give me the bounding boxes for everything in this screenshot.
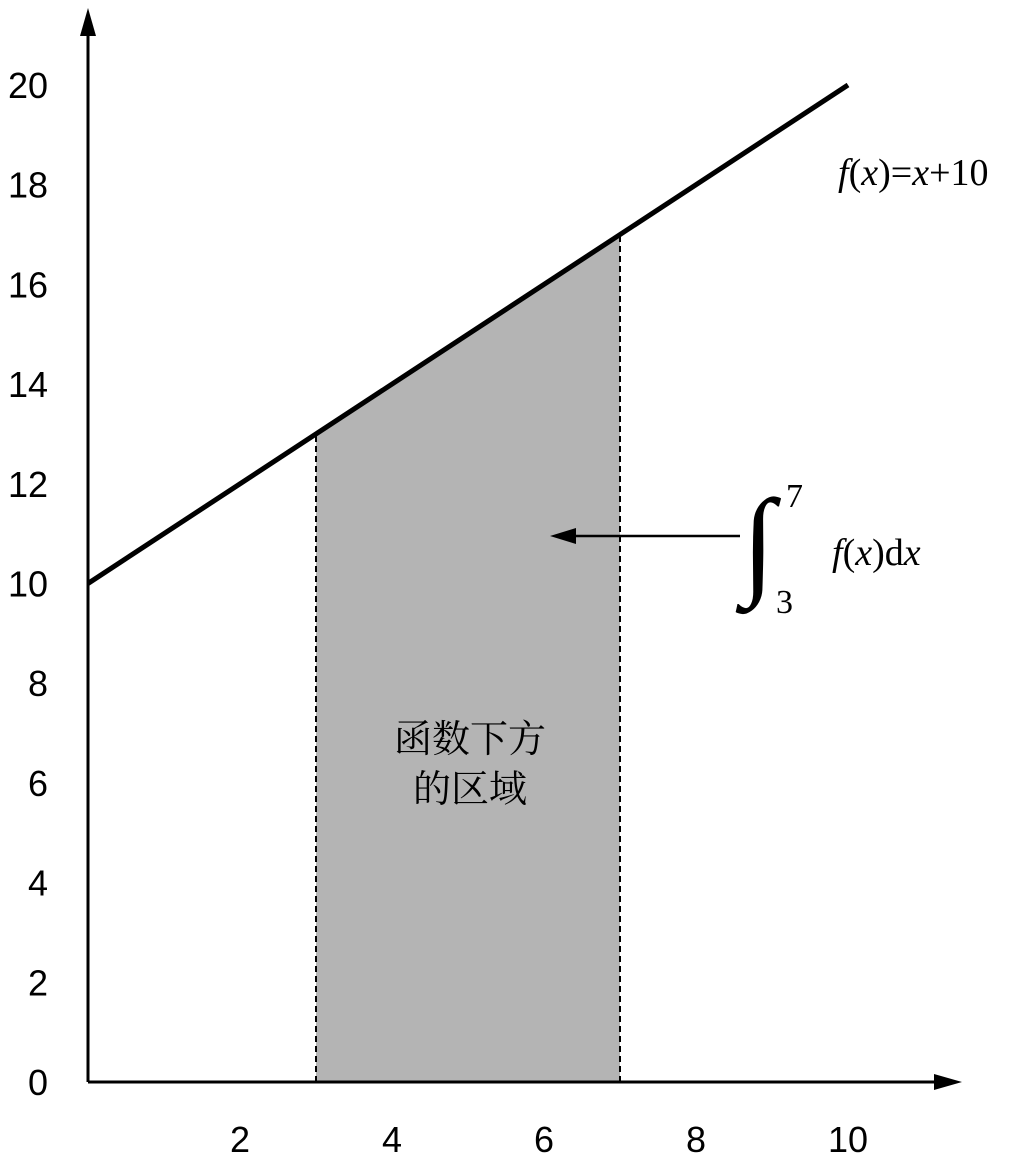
shaded-area xyxy=(316,235,620,1082)
shaded-area-layer xyxy=(316,235,620,1082)
integral-symbol: ∫ xyxy=(742,475,775,608)
area-label-line1: 函数下方 xyxy=(393,717,547,761)
x-tick-label: 6 xyxy=(533,1119,555,1160)
x-tick-label: 8 xyxy=(685,1119,707,1160)
y-tick-label: 2 xyxy=(27,962,48,1004)
integral-lower-limit: 3 xyxy=(776,584,793,621)
area-label-line2: 的区域 xyxy=(412,767,528,811)
function-label: f(x)=x+10 xyxy=(838,152,989,194)
x-tick-label: 4 xyxy=(381,1119,403,1160)
x-tick-label: 10 xyxy=(827,1119,869,1160)
y-tick-label: 14 xyxy=(7,364,48,406)
integral-integrand: f(x)dx xyxy=(832,532,921,574)
y-tick-label: 20 xyxy=(7,65,48,106)
x-tick-label: 2 xyxy=(229,1119,251,1160)
y-tick-label: 0 xyxy=(27,1062,48,1103)
y-axis-arrow xyxy=(80,8,96,36)
y-tick-label: 8 xyxy=(27,663,48,705)
y-tick-label: 12 xyxy=(7,463,48,505)
y-tick-label: 10 xyxy=(7,563,48,605)
integral-upper-limit: 7 xyxy=(786,478,803,515)
y-tick-label: 4 xyxy=(27,862,48,904)
y-tick-label: 18 xyxy=(7,164,48,206)
y-tick-label: 16 xyxy=(7,264,48,306)
y-tick-label: 6 xyxy=(27,762,48,804)
x-axis-arrow xyxy=(934,1074,962,1090)
